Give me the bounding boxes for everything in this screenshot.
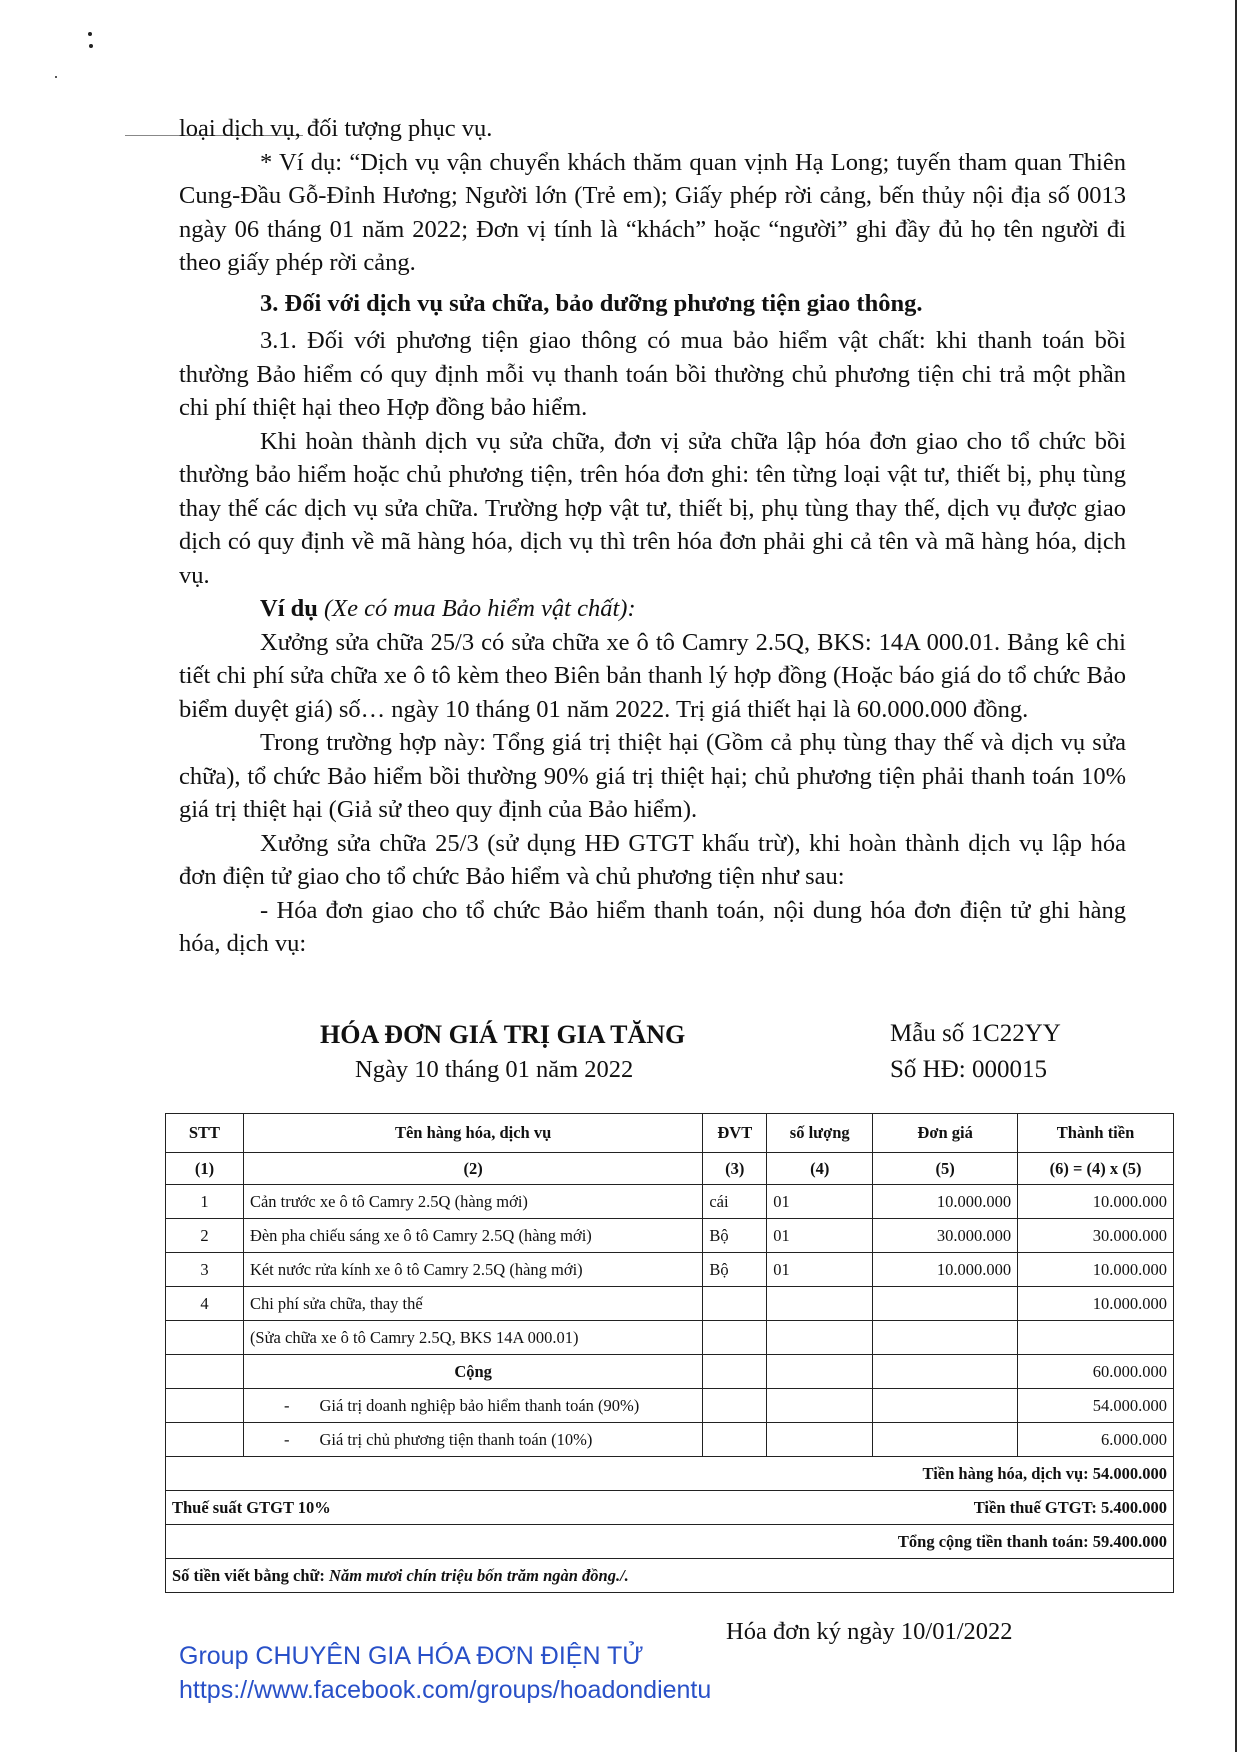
group-name: Group CHUYÊN GIA HÓA ĐƠN ĐIỆN TỬ — [179, 1642, 644, 1670]
column-number: (4) — [767, 1153, 873, 1185]
watermark-group — [179, 1639, 711, 1707]
empty-cell — [873, 1355, 1018, 1389]
header-cell: STT — [166, 1114, 244, 1153]
paragraph: - Hóa đơn giao cho tổ chức Bảo hiểm thanh toán, nội dung hóa đơn điện tử ghi hàng hóa, dịch vụ: — [179, 896, 1126, 957]
empty-cell — [703, 1389, 767, 1423]
row-qty: 01 — [767, 1185, 873, 1219]
paragraph: Khi hoàn thành dịch vụ sửa chữa, đơn vị sửa chữa lập hóa đơn giao cho tổ chức bồi thường bảo hiểm hoặc chủ phương tiện, trên hóa đơn ghi: tên từng loại vật tư, thiết bị, phụ tùng thay thế các dịch vụ sửa chữa. Trường hợp vật tư, thiết bị, phụ tùng thay thế, dịch vụ được giao dịch có quy định về mã hàng hóa, dịch vụ thì trên hóa đơn phải ghi cả tên và mã hàng hóa, dịch vụ. — [179, 427, 1126, 589]
total-row — [166, 1355, 1174, 1389]
empty-cell — [873, 1389, 1018, 1423]
total-label: Cộng — [243, 1355, 702, 1389]
owner-row — [166, 1423, 1174, 1457]
paragraph: Xưởng sửa chữa 25/3 (sử dụng HĐ GTGT khấu trừ), khi hoàn thành dịch vụ lập hóa đơn điện tử giao cho tổ chức Bảo hiểm và chủ phương tiện như sau: — [179, 829, 1126, 890]
paragraph: loại dịch vụ, đối tượng phục vụ. — [179, 115, 493, 142]
insurer-label-text: Giá trị doanh nghiệp bảo hiểm thanh toán (90%) — [319, 1395, 640, 1415]
insurer-label — [243, 1389, 702, 1423]
scan-speck — [55, 76, 57, 78]
column-number-row — [166, 1153, 1174, 1185]
total-amount: 60.000.000 — [1018, 1355, 1174, 1389]
row-stt: 4 — [166, 1287, 244, 1321]
empty-cell — [767, 1355, 873, 1389]
empty-cell — [767, 1423, 873, 1457]
dash: - — [283, 1395, 290, 1415]
grand-total-row — [166, 1525, 1174, 1559]
column-number: (6) = (4) x (5) — [1018, 1153, 1174, 1185]
owner-label-text: Giá trị chủ phương tiện thanh toán (10%) — [319, 1429, 593, 1449]
header-cell: số lượng — [767, 1114, 873, 1153]
table-row — [166, 1287, 1174, 1321]
invoice-table — [165, 1113, 1174, 1593]
row-unit: Bộ — [703, 1219, 767, 1253]
row-stt: 3 — [166, 1253, 244, 1287]
row-qty: 01 — [767, 1253, 873, 1287]
dash: - — [283, 1429, 290, 1449]
words-value: Năm mươi chín triệu bốn trăm ngàn đồng./. — [329, 1565, 629, 1585]
goods-total: Tiền hàng hóa, dịch vụ: 54.000.000 — [166, 1457, 1174, 1491]
row-amount: 30.000.000 — [1018, 1219, 1174, 1253]
header-cell: Đơn giá — [873, 1114, 1018, 1153]
amount-in-words-row — [166, 1559, 1174, 1593]
header-cell: Thành tiền — [1018, 1114, 1174, 1153]
row-amount — [1018, 1321, 1174, 1355]
row-price: 10.000.000 — [873, 1185, 1018, 1219]
row-name: Két nước rửa kính xe ô tô Camry 2.5Q (hàng mới) — [243, 1253, 702, 1287]
empty-cell — [703, 1423, 767, 1457]
row-price — [873, 1321, 1018, 1355]
empty-cell — [767, 1389, 873, 1423]
row-stt: 1 — [166, 1185, 244, 1219]
invoice-number: Số HĐ: 000015 — [890, 1056, 1047, 1083]
row-name: Chi phí sửa chữa, thay thế — [243, 1287, 702, 1321]
invoice-date: Ngày 10 tháng 01 năm 2022 — [355, 1056, 634, 1083]
row-qty — [767, 1321, 873, 1355]
section-heading: 3. Đối với dịch vụ sửa chữa, bảo dưỡng phương tiện giao thông. — [260, 289, 923, 317]
row-amount: 10.000.000 — [1018, 1287, 1174, 1321]
paragraph: * Ví dụ: “Dịch vụ vận chuyển khách thăm quan vịnh Hạ Long; tuyến tham quan Thiên Cung-Đầu Gỗ-Đỉnh Hương; Người lớn (Trẻ em); Giấy phép rời cảng, bến thủy nội địa số 0013 ngày 06 tháng 01 năm 2022; Đơn vị tính là “khách” hoặc “người” ghi đầy đủ họ tên người đi theo giấy phép rời cảng. — [179, 148, 1126, 276]
row-amount: 10.000.000 — [1018, 1185, 1174, 1219]
table-header-row — [166, 1114, 1174, 1153]
row-unit — [703, 1287, 767, 1321]
insurer-row — [166, 1389, 1174, 1423]
invoice-title: HÓA ĐƠN GIÁ TRỊ GIA TĂNG — [320, 1020, 686, 1049]
table-row — [166, 1219, 1174, 1253]
column-number: (5) — [873, 1153, 1018, 1185]
paragraph: 3.1. Đối với phương tiện giao thông có mua bảo hiểm vật chất: khi thanh toán bồi thường Bảo hiểm có quy định mỗi vụ thanh toán bồi thường chủ phương tiện chi trả một phần chi phí thiệt hại theo Hợp đồng bảo hiểm. — [179, 327, 1126, 421]
row-price — [873, 1287, 1018, 1321]
header-cell: ĐVT — [703, 1114, 767, 1153]
row-price: 10.000.000 — [873, 1253, 1018, 1287]
example-label: Ví dụ — [260, 595, 318, 622]
empty-cell — [166, 1389, 244, 1423]
paragraph — [179, 592, 1126, 626]
row-name: (Sửa chữa xe ô tô Camry 2.5Q, BKS 14A 000.01) — [243, 1321, 702, 1355]
words-label: Số tiền viết bằng chữ: — [172, 1565, 330, 1585]
owner-label — [243, 1423, 702, 1457]
column-number: (3) — [703, 1153, 767, 1185]
empty-cell — [166, 1423, 244, 1457]
table-row — [166, 1253, 1174, 1287]
row-stt — [166, 1321, 244, 1355]
insurer-amount: 54.000.000 — [1018, 1389, 1174, 1423]
vat-amount: Tiền thuế GTGT: 5.400.000 — [767, 1491, 1174, 1525]
row-unit: cái — [703, 1185, 767, 1219]
empty-cell — [703, 1355, 767, 1389]
amount-in-words — [166, 1559, 1174, 1593]
group-url[interactable]: https://www.facebook.com/groups/hoadondientu — [179, 1676, 712, 1704]
row-qty — [767, 1287, 873, 1321]
column-number: (2) — [243, 1153, 702, 1185]
row-amount: 10.000.000 — [1018, 1253, 1174, 1287]
row-name: Đèn pha chiếu sáng xe ô tô Camry 2.5Q (hàng mới) — [243, 1219, 702, 1253]
signed-date: Hóa đơn ký ngày 10/01/2022 — [726, 1618, 1013, 1645]
empty-cell — [873, 1423, 1018, 1457]
row-price: 30.000.000 — [873, 1219, 1018, 1253]
body-text — [179, 112, 1126, 961]
scan-speck — [88, 32, 92, 36]
paragraph: Trong trường hợp này: Tổng giá trị thiệt hại (Gồm cả phụ tùng thay thế và dịch vụ sửa chữa), tổ chức Bảo hiểm bồi thường 90% giá trị thiệt hại; chủ phương tiện phải thanh toán 10% giá trị thiệt hại (Giả sử theo quy định của Bảo hiểm). — [179, 729, 1126, 823]
scan-edge — [1235, 0, 1237, 1752]
vat-row — [166, 1491, 1174, 1525]
grand-total: Tổng cộng tiền thanh toán: 59.400.000 — [166, 1525, 1174, 1559]
paragraph: Xưởng sửa chữa 25/3 có sửa chữa xe ô tô Camry 2.5Q, BKS: 14A 000.01. Bảng kê chi tiết chi phí sửa chữa xe ô tô kèm theo Biên bản thanh lý hợp đồng (Hoặc báo giá do tổ chức Bảo biểm duyệt giá) số… ngày 10 tháng 01 năm 2022. Trị giá thiết hại là 60.000.000 đồng. — [179, 628, 1126, 723]
table-row — [166, 1321, 1174, 1355]
row-qty: 01 — [767, 1219, 873, 1253]
row-name: Cản trước xe ô tô Camry 2.5Q (hàng mới) — [243, 1185, 702, 1219]
scan-speck — [89, 44, 93, 48]
owner-amount: 6.000.000 — [1018, 1423, 1174, 1457]
example-note: (Xe có mua Bảo hiểm vật chất): — [317, 595, 636, 622]
empty-cell — [166, 1355, 244, 1389]
row-unit: Bộ — [703, 1253, 767, 1287]
column-number: (1) — [166, 1153, 244, 1185]
goods-total-row — [166, 1457, 1174, 1491]
row-unit — [703, 1321, 767, 1355]
vat-rate: Thuế suất GTGT 10% — [166, 1491, 767, 1525]
table-row — [166, 1185, 1174, 1219]
row-stt: 2 — [166, 1219, 244, 1253]
invoice-form-number: Mẫu số 1C22YY — [890, 1020, 1061, 1047]
header-cell: Tên hàng hóa, dịch vụ — [243, 1114, 702, 1153]
